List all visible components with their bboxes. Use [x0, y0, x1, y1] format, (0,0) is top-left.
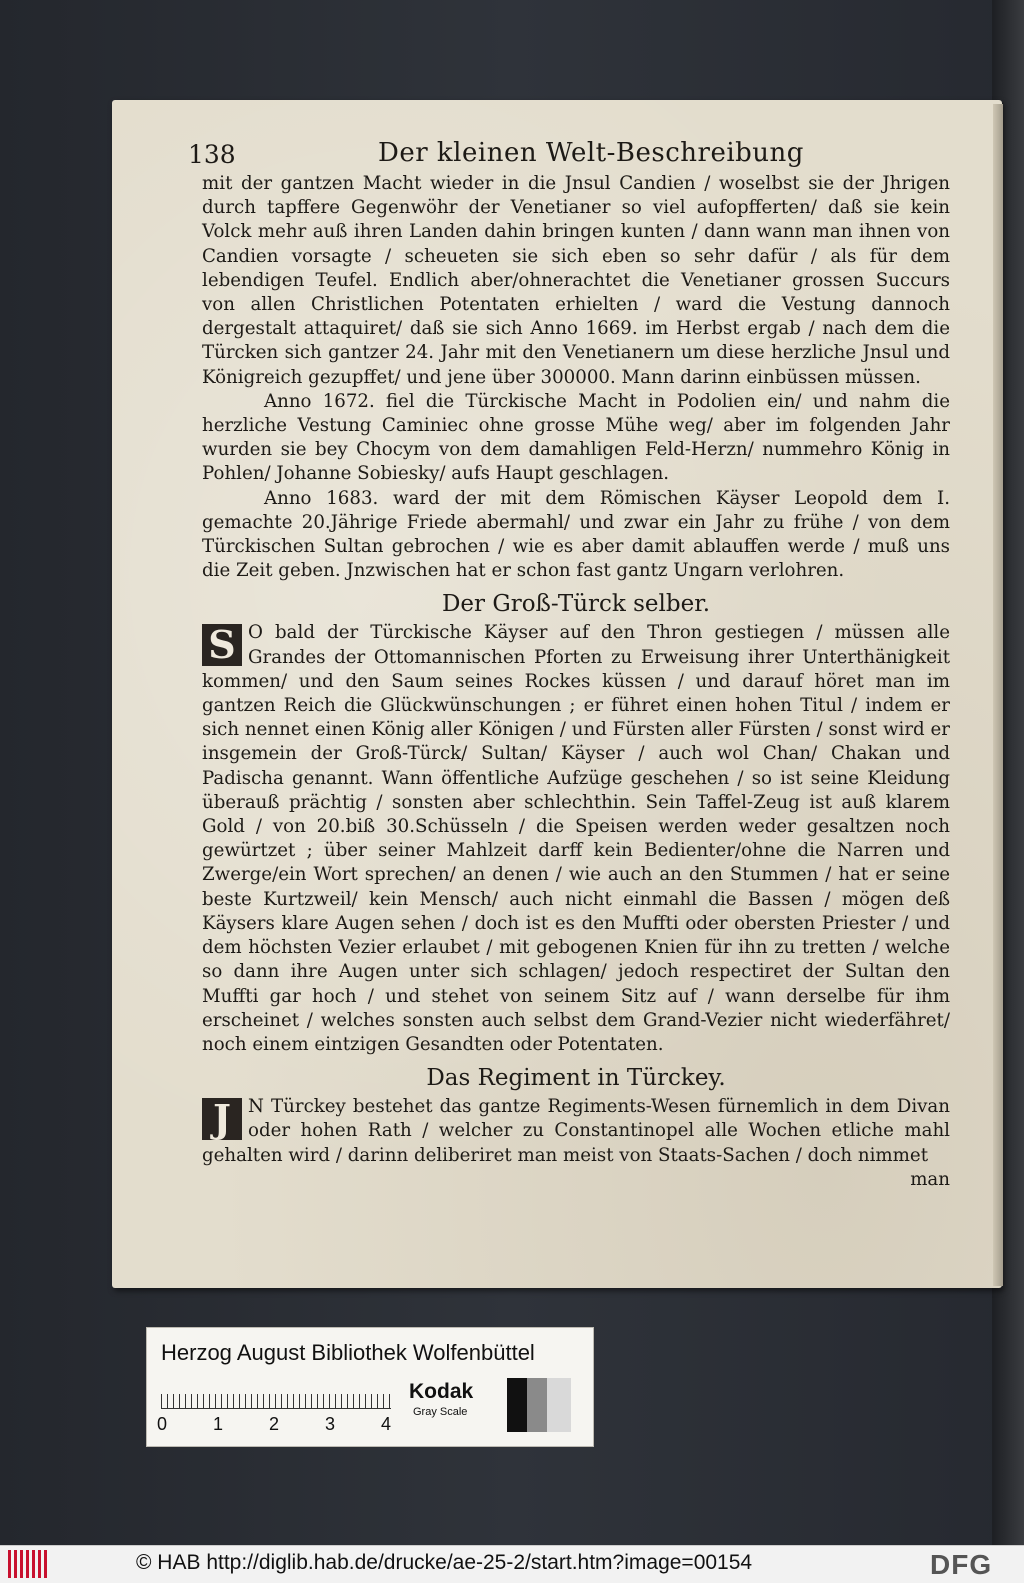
section-heading: Das Regiment in Türckey.	[426, 1065, 726, 1092]
paragraph-text: O bald der Türckische Käyser auf den Thron gestiegen / müssen alle Grandes der Ottomannischen Pforten zu Erweisung ihrer Unterthänigkeit kommen/ und den Saum seines Rockes küssen / und darauf höret man im gantzen Reich die Glückwünschungen ; er führet einen hohen Titul / indem er sich nennet einen König aller Königen / und Fürsten aller Fürsten / sonst wird er insgemein der Groß-Türck/ Sultan/ Käyser / auch wol Chan/ Chakan und Padischa genannt. Wann öffentliche Aufzüge geschehen / so ist seine Kleidung überauß prächtig / sonsten aber schlechthin. Sein Taffel-Zeug ist auß klarem Gold / von 20.biß 30.Schüsseln / die Speisen werden weder gesaltzen noch gewürtzet ; über seiner Mahlzeit darff kein Bedienter/ohne die Narren und Zwerge/ein Wort sprechen/ an denen / wie auch an den Stummen / hat er seine beste Kurtzweil/ kein Mensch/ auch nicht einmahl die Bassen / mögen deß Käysers klare Augen sehen / doch ist es den Muffti oder obersten Priester / und dem höchsten Vezier erlaubet / mit gebogenen Knien für ihn zu tretten / welche so dann ihre Augen unter sich schlagen/ jedoch respectiret der Sultan den Muffti gar hoch / und stehet von seinem Sitz auf / wann derselbe für ihm erscheinet / welches sonsten auch selbst dem Grand-Vezier nicht wiederfähret/ noch einem eintzigen Gesandten oder Potentaten.	[202, 622, 950, 1055]
hab-logo-icon	[8, 1550, 48, 1578]
dfg-logo: DFG	[930, 1549, 993, 1580]
ruler	[161, 1378, 391, 1409]
gray-patch-light	[547, 1378, 571, 1432]
paragraph: Anno 1672. fiel die Türckische Macht in Podolien ein/ und nahm die herzliche Vestung Caminiec ohne grosse Mühe weg/ aber im folgenden Jahr wurden sie bey Chocym von dem damahligen Feld-Herzn/ nummehro König in Pohlen/ Johanne Sobiesky/ aufs Haupt geschlagen.	[202, 390, 950, 485]
credit-link[interactable]: © HAB http://diglib.hab.de/drucke/ae-25-2/start.htm?image=00154	[136, 1551, 753, 1574]
ruler-number: 4	[381, 1414, 392, 1434]
page-edge	[993, 104, 1003, 1286]
paragraph	[202, 1095, 950, 1168]
grayscale-label: Gray Scale	[413, 1406, 468, 1418]
drop-cap: J	[202, 1098, 242, 1140]
page-number: 138	[188, 140, 236, 169]
page-body	[202, 172, 950, 1192]
paragraph: Anno 1683. ward der mit dem Römischen Käyser Leopold dem I. gemachte 20.Jährige Friede abermahl/ und zwar ein Jahr zu frühe / von dem Türckischen Sultan gebrochen / wie es aber damit ablauffen werde / muß uns die Zeit geben. Jnzwischen hat er schon fast gantz Ungarn verlohren.	[202, 487, 950, 582]
ruler-number: 3	[325, 1414, 336, 1434]
gray-patch-mid	[527, 1378, 547, 1432]
color-calibration-bar	[146, 1327, 594, 1447]
page-header	[188, 136, 948, 172]
footer-bar	[0, 1545, 1024, 1583]
catchword: man	[910, 1168, 950, 1190]
kodak-logo: Kodak	[409, 1380, 474, 1403]
paragraph	[202, 621, 950, 1057]
gray-patch-dark	[507, 1378, 527, 1432]
ruler-number: 2	[269, 1414, 280, 1434]
paragraph-text: N Türckey bestehet das gantze Regiments-Wesen fürnemlich in dem Divan oder hohen Rath / welcher zu Constantinopel alle Wochen etliche mahl gehalten wird / darinn deliberiret man meist von Staats-Sachen / doch nimmet	[202, 1096, 950, 1166]
library-name: Herzog August Bibliothek Wolfenbüttel	[161, 1340, 535, 1365]
running-title: Der kleinen Welt-Beschreibung	[378, 138, 804, 168]
ruler-number: 1	[213, 1414, 224, 1434]
ruler-number: 0	[157, 1414, 168, 1434]
drop-cap: S	[202, 624, 242, 666]
paragraph: mit der gantzen Macht wieder in die Jnsul Candien / woselbst sie der Jhrigen durch tapffere Gegenwöhr der Venetianer so viel aufopfferten/ daß sie kein Volck mehr auß ihren Landen dahin bringen kunten / dann wann man ihnen von Candien vorsagte / scheueten sie sich eben so sehr dafür / als für dem lebendigen Teufel. Endlich aber/ohnerachtet die Venetianer grossen Succurs von allen Christlichen Potentaten erhielten / ward die Vestung dannoch dergestalt attaquiret/ daß sie sich Anno 1669. im Herbst ergab / nach dem die Türcken sich gantzer 24. Jahr mit den Venetianern um diese herzliche Jnsul und Königreich gezupffet/ und jene über 300000. Mann darinn einbüssen müssen.	[202, 173, 950, 388]
section-heading: Der Groß-Türck selber.	[441, 591, 711, 618]
